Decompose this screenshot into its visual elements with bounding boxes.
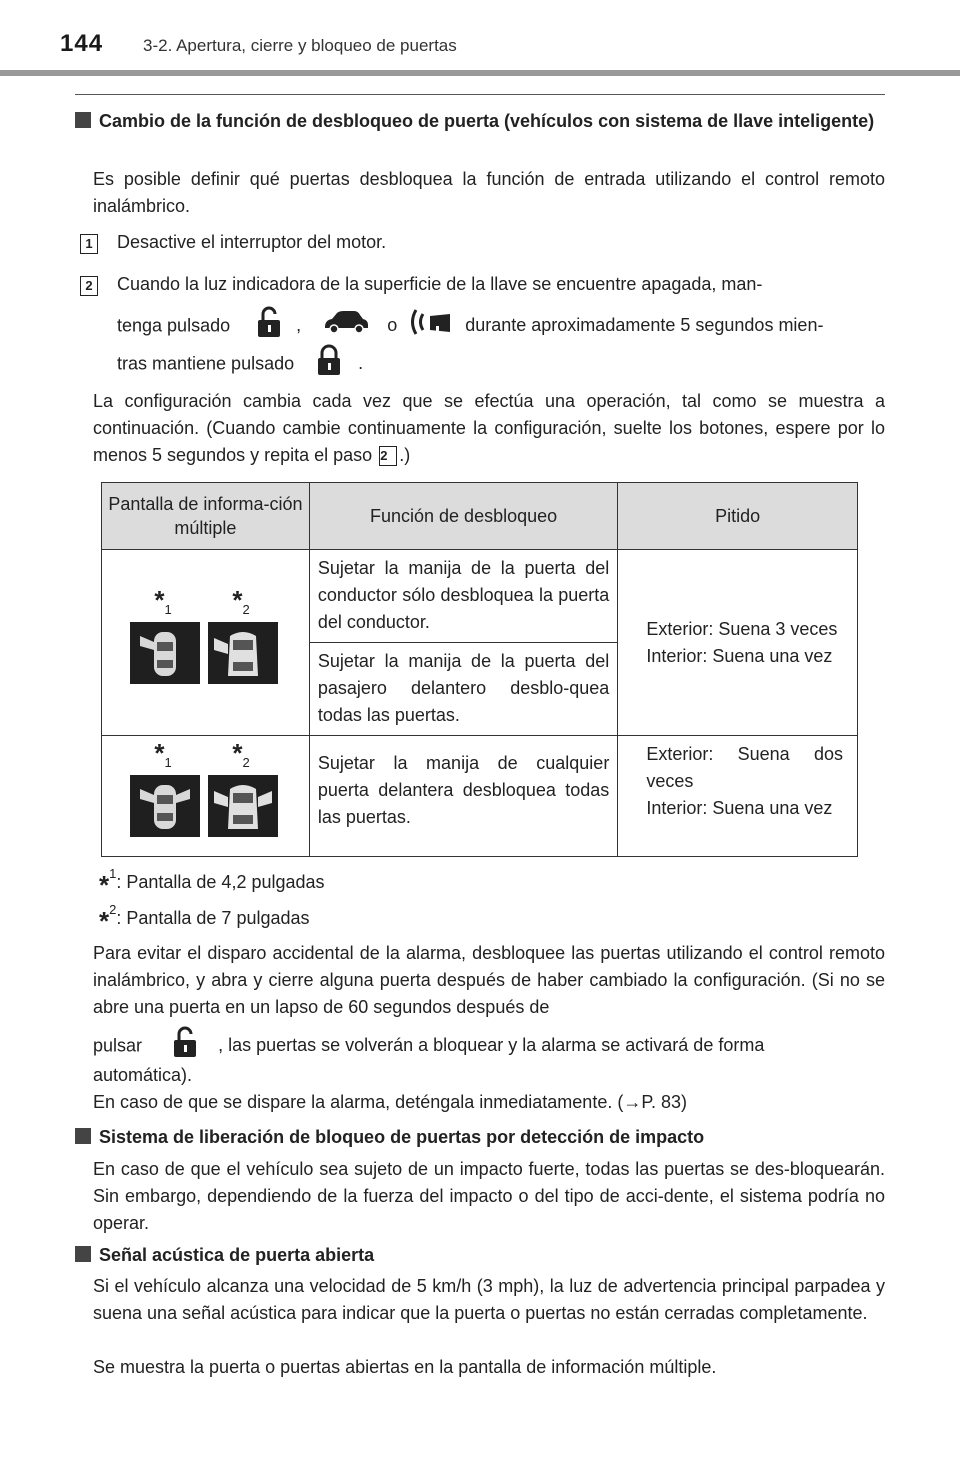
footnote-marker-1: $*_1$ bbox=[154, 738, 172, 770]
vehicle-display-icon bbox=[208, 775, 278, 837]
step-2-badge: 2 bbox=[80, 276, 98, 296]
row2-beep bbox=[618, 736, 858, 857]
row2-function: Sujetar la manija de cualquier puerta delantera desbloquea todas las puertas. bbox=[309, 736, 617, 857]
section2-title: Sistema de liberación de bloqueo de puertas por detección de impacto bbox=[99, 1127, 705, 1147]
section3-body1: Si el vehículo alcanza una velocidad de 5 km/h (3 mph), la luz de advertencia principal parpadea y suena una señal acústica para indicar que la puerta o puertas no están cerradas completamente. bbox=[93, 1276, 885, 1323]
step-1-badge: 1 bbox=[80, 234, 98, 254]
page-number: 144 bbox=[60, 30, 104, 57]
top-divider bbox=[75, 94, 885, 95]
lock-icon bbox=[317, 344, 343, 385]
col-header-beep: Pitido bbox=[618, 483, 858, 550]
beep-exterior: Exterior: Suena dos veces bbox=[646, 744, 843, 791]
alarm-line-auto: automática). bbox=[93, 1065, 193, 1085]
row1-function-b: Sujetar la manija de la puerta del pasajero delantero desblo-quea todas las puertas. bbox=[309, 643, 617, 736]
square-bullet-icon bbox=[75, 1128, 91, 1144]
alarm-line-pulsar: pulsar , las puertas se volverán a bloquear y la alarma se activará de forma bbox=[93, 1026, 885, 1067]
beep-interior: Interior: Suena una vez bbox=[646, 798, 833, 818]
car-icon bbox=[322, 309, 370, 344]
section1-intro: Es posible definir qué puertas desbloquea la función de entrada utilizando el control remoto inalámbrico. bbox=[93, 169, 885, 216]
beep-exterior: Exterior: Suena 3 veces bbox=[646, 618, 838, 639]
row1-beep bbox=[618, 550, 858, 736]
vehicle-display-icon bbox=[130, 622, 200, 684]
col-header-display: Pantalla de informa-ción múltiple bbox=[102, 483, 310, 550]
unlock-settings-table bbox=[101, 482, 858, 857]
footnote-marker-1: $*_1$ bbox=[154, 584, 172, 617]
step-2-line1: Cuando la luz indicadora de la superficie de la llave se encuentre apagada, man- bbox=[117, 274, 763, 294]
col-header-function: Función de desbloqueo bbox=[309, 483, 617, 550]
section3-title: Señal acústica de puerta abierta bbox=[99, 1245, 375, 1265]
header-rule bbox=[0, 70, 960, 76]
section1-heading bbox=[75, 108, 909, 135]
beep-interior: Interior: Suena una vez bbox=[646, 645, 833, 666]
footnote-2: *$^2$: Pantalla de 7 pulgadas bbox=[99, 902, 310, 936]
footnote-1: *$^1$: Pantalla de 4,2 pulgadas bbox=[99, 866, 325, 900]
step-1-text: Desactive el interruptor del motor. bbox=[117, 232, 387, 252]
display-cell-row1 bbox=[102, 550, 310, 736]
square-bullet-icon bbox=[75, 112, 91, 128]
vehicle-display-icon bbox=[130, 775, 200, 837]
footnote-marker-2: $*_2$ bbox=[232, 738, 250, 770]
alarm-line-stop: En caso de que se dispare la alarma, deténgala inmediatamente. (→P. 83) bbox=[93, 1092, 688, 1112]
section1-title: Cambio de la función de desbloqueo de puerta (vehículos con sistema de llave inteligente) bbox=[99, 111, 875, 131]
section3-body2: Se muestra la puerta o puertas abiertas en la pantalla de información múltiple. bbox=[93, 1357, 717, 1377]
panic-icon bbox=[406, 306, 454, 347]
inline-step-badge: 2 bbox=[379, 446, 397, 466]
config-paragraph: La configuración cambia cada vez que se efectúa una operación, tal como se muestra a continuación. (Cuando cambie continuamente la configuración, suelte los botones, espere por lo menos 5 segundos y repita el paso 2 .) bbox=[93, 391, 885, 465]
unlock-icon bbox=[173, 1026, 199, 1067]
row1-function-a: Sujetar la manija de la puerta del conductor sólo desbloquea la puerta del conductor. bbox=[309, 550, 617, 643]
unlock-icon bbox=[257, 306, 283, 347]
section2-heading bbox=[75, 1124, 909, 1151]
page-header bbox=[0, 0, 960, 78]
step-2-line3: tras mantiene pulsado . bbox=[117, 344, 885, 385]
section2-body: En caso de que el vehículo sea sujeto de un impacto fuerte, todas las puertas se des-bloquearán. Sin embargo, dependiendo de la fuerza del impacto o del tipo de acci-dente, el sistema podría no operar. bbox=[93, 1159, 885, 1233]
vehicle-display-icon bbox=[208, 622, 278, 684]
display-cell-row2 bbox=[102, 736, 310, 857]
footnote-marker-2: $*_2$ bbox=[232, 584, 250, 617]
alarm-paragraph: Para evitar el disparo accidental de la alarma, desbloquee las puertas utilizando el control remoto inalámbrico, y abra y cierre alguna puerta después de haber cambiado la configuración. (Si no se abre una puerta en un lapso de 60 segundos después de bbox=[93, 943, 885, 1017]
step-2-line2: tenga pulsado , o durante aproximadamente 5 segundos mien- bbox=[117, 306, 885, 347]
section3-heading bbox=[75, 1242, 909, 1269]
section-title: 3-2. Apertura, cierre y bloqueo de puertas bbox=[143, 36, 457, 55]
square-bullet-icon bbox=[75, 1246, 91, 1262]
